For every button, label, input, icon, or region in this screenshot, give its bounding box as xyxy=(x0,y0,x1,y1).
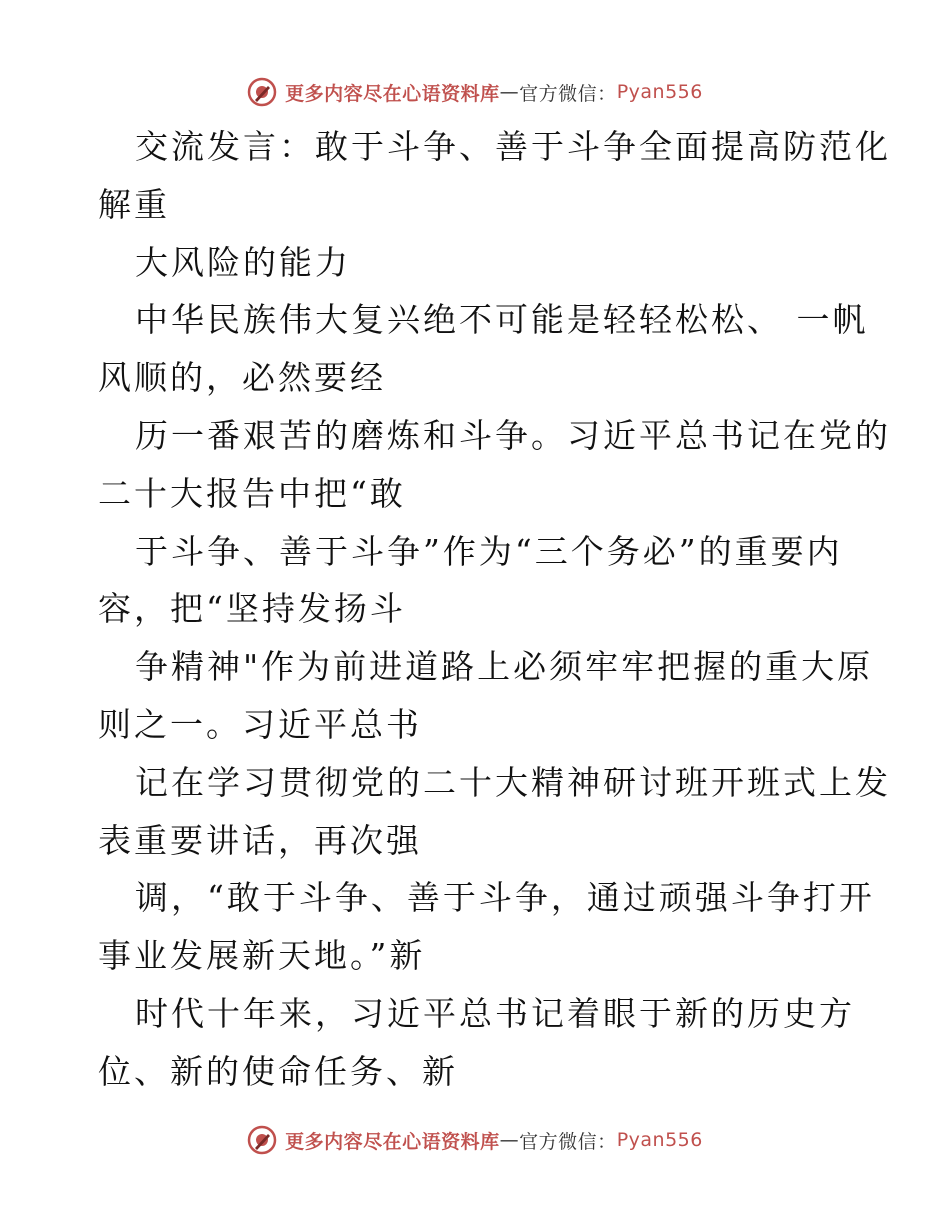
text-line: 争精神"作为前进道路上必须牢牢把握的重大原 xyxy=(135,647,874,687)
text-line: 时代十年来，习近平总书记着眼于新的历史方 xyxy=(135,993,855,1033)
watermark-main-text: 更多内容尽在心语资料库 xyxy=(285,1130,500,1153)
text-line: 表重要讲话，再次强 xyxy=(98,820,422,860)
document-body xyxy=(98,118,891,1101)
text-line: 解重 xyxy=(98,184,170,224)
text-line: 则之一。习近平总书 xyxy=(98,704,422,744)
watermark-separator: — xyxy=(499,81,520,103)
header-watermark xyxy=(0,72,950,112)
watermark-sub-text: 官方微信： xyxy=(519,1130,617,1153)
watermark-account-id: Pyan556 xyxy=(616,1129,703,1151)
footer-watermark xyxy=(0,1120,950,1160)
text-line: 记在学习贯彻党的二十大精神研讨班开班式上发 xyxy=(135,762,891,802)
text-line: 历一番艰苦的磨炼和斗争。习近平总书记在党的 xyxy=(135,415,891,455)
text-line: 于斗争、善于斗争”作为“三个务必”的重要内 xyxy=(135,531,843,571)
watermark-separator: — xyxy=(499,1129,520,1151)
text-line: 风顺的，必然要经 xyxy=(98,358,386,398)
watermark-sub-text: 官方微信： xyxy=(519,82,617,105)
text-line: 事业发展新天地。”新 xyxy=(98,936,426,976)
text-line: 二十大报告中把“敢 xyxy=(98,473,406,513)
text-line: 交流发言：敢于斗争、善于斗争全面提高防范化 xyxy=(135,127,891,166)
text-line: 中华民族伟大复兴绝不可能是轻轻松松、 一帆 xyxy=(135,300,869,340)
watermark-main-text: 更多内容尽在心语资料库 xyxy=(285,82,500,105)
watermark-account-id: Pyan556 xyxy=(616,81,703,103)
pen-logo-icon xyxy=(247,1125,277,1155)
pen-logo-icon xyxy=(247,77,277,107)
text-line: 容，把“坚持发扬斗 xyxy=(98,589,406,629)
text-line: 位、新的使命任务、新 xyxy=(98,1051,458,1091)
text-line: 调，“敢于斗争、善于斗争，通过顽强斗争打开 xyxy=(135,878,875,918)
text-line: 大风险的能力 xyxy=(135,242,351,282)
